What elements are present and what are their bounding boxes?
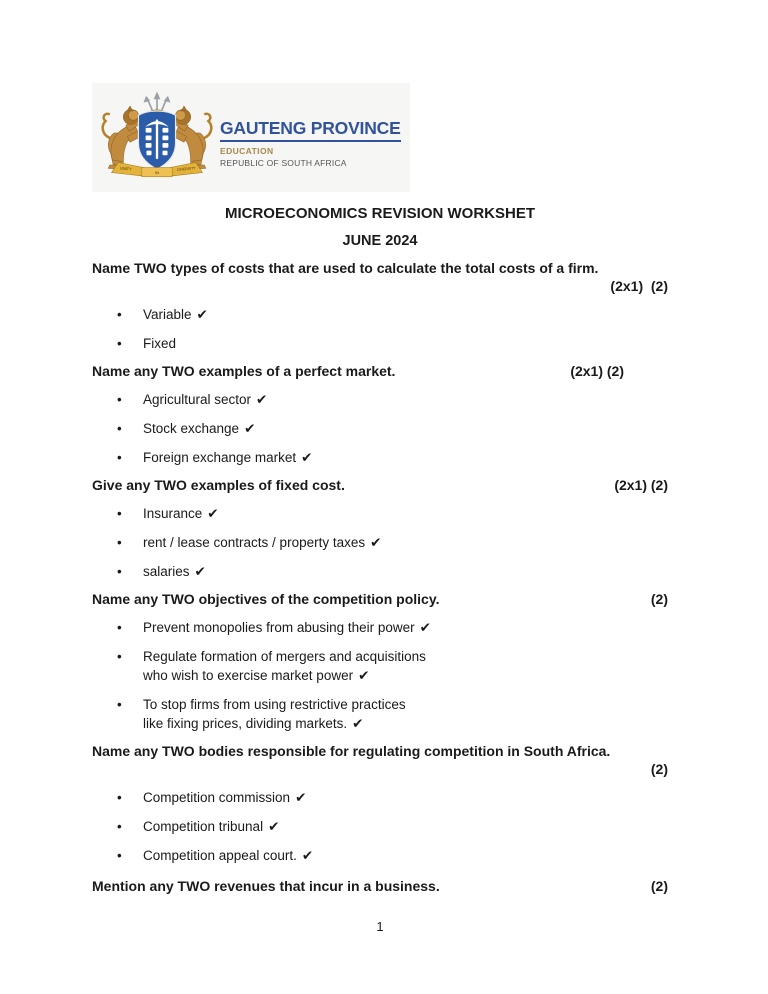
bullet-icon: • bbox=[117, 506, 122, 521]
answer-text: Foreign exchange market bbox=[143, 450, 297, 465]
checkmark-icon: ✔ bbox=[419, 620, 431, 635]
answer-item bbox=[117, 788, 668, 807]
answer-body bbox=[143, 419, 255, 438]
question-heading bbox=[92, 590, 668, 608]
answer-body bbox=[143, 305, 208, 324]
answer-body bbox=[143, 817, 279, 836]
answer-item bbox=[117, 419, 668, 438]
checkmark-icon: ✔ bbox=[295, 790, 307, 805]
bullet-icon: • bbox=[117, 535, 122, 550]
question-heading bbox=[92, 362, 668, 380]
answer-item bbox=[117, 695, 668, 733]
question-text: Name any TWO bodies responsible for regulating competition in South Africa. bbox=[92, 743, 611, 759]
bullet-icon: • bbox=[117, 819, 122, 834]
answer-text: Insurance bbox=[143, 506, 203, 521]
bullet-icon: • bbox=[117, 649, 122, 664]
shield-icon bbox=[138, 111, 175, 169]
answer-text: To stop firms from using restrictive practices bbox=[143, 697, 406, 712]
answer-text: Competition commission bbox=[143, 790, 291, 805]
question-marks: (2) bbox=[650, 878, 668, 894]
question-text: Mention any TWO revenues that incur in a business. bbox=[92, 878, 440, 894]
answer-body bbox=[143, 390, 267, 409]
checkmark-icon: ✔ bbox=[194, 564, 206, 579]
questions-section bbox=[92, 259, 668, 895]
answer-list bbox=[92, 618, 668, 733]
answer-text: Competition appeal court. bbox=[143, 848, 297, 863]
question bbox=[92, 259, 668, 353]
answer-body bbox=[143, 788, 306, 807]
bullet-icon: • bbox=[117, 790, 122, 805]
question bbox=[92, 590, 668, 733]
bullet-icon: • bbox=[117, 848, 122, 863]
checkmark-icon: ✔ bbox=[268, 819, 280, 834]
answer-item bbox=[117, 618, 668, 637]
question-heading bbox=[92, 259, 668, 277]
answer-list bbox=[92, 305, 668, 353]
answer-body bbox=[143, 647, 426, 685]
bullet-icon: • bbox=[117, 564, 122, 579]
answer-body bbox=[143, 448, 312, 467]
answer-text: Prevent monopolies from abusing their power bbox=[143, 620, 415, 635]
question-marks: (2x1) (2) bbox=[570, 363, 624, 379]
bullet-icon: • bbox=[117, 697, 122, 712]
answer-list bbox=[92, 788, 668, 865]
logo-dept-name: EDUCATION bbox=[220, 145, 274, 156]
question-marks: (2) bbox=[650, 591, 668, 607]
answer-item bbox=[117, 390, 668, 409]
bullet-icon: • bbox=[117, 336, 122, 351]
answer-text: Stock exchange bbox=[143, 421, 240, 436]
bullet-icon: • bbox=[117, 392, 122, 407]
logo-text-block bbox=[220, 108, 401, 168]
question-text: Name any TWO objectives of the competition policy. bbox=[92, 591, 440, 607]
answer-text-line2: like fixing prices, dividing markets. bbox=[143, 716, 348, 731]
answer-text-line2: who wish to exercise market power bbox=[143, 668, 354, 683]
checkmark-icon: ✔ bbox=[301, 450, 313, 465]
answer-body bbox=[143, 846, 313, 865]
answer-body bbox=[143, 695, 406, 733]
question-text: Name TWO types of costs that are used to calculate the total costs of a firm. bbox=[92, 260, 599, 276]
answer-text: Regulate formation of mergers and acquisitions bbox=[143, 649, 426, 664]
lion-right-icon bbox=[173, 105, 211, 168]
answer-item bbox=[117, 334, 668, 353]
answer-body bbox=[143, 504, 219, 523]
bullet-icon: • bbox=[117, 620, 122, 635]
checkmark-icon: ✔ bbox=[244, 421, 256, 436]
answer-body bbox=[143, 533, 381, 552]
gauteng-logo bbox=[92, 83, 410, 192]
motto-in: IN bbox=[154, 169, 160, 175]
answer-item bbox=[117, 817, 668, 836]
motto-unity: UNITY bbox=[119, 165, 132, 172]
question-marks: (2) bbox=[650, 761, 668, 777]
answer-text: Fixed bbox=[143, 336, 177, 351]
question-marks: (2x1) (2) bbox=[610, 278, 668, 294]
bullet-icon: • bbox=[117, 421, 122, 436]
question bbox=[92, 877, 668, 895]
answer-text: rent / lease contracts / property taxes bbox=[143, 535, 366, 550]
lion-left-icon bbox=[103, 105, 141, 168]
checkmark-icon: ✔ bbox=[256, 392, 268, 407]
answer-text: Agricultural sector bbox=[143, 392, 252, 407]
checkmark-icon: ✔ bbox=[196, 307, 208, 322]
answer-body bbox=[143, 618, 431, 637]
answer-text: Competition tribunal bbox=[143, 819, 264, 834]
page-number: 1 bbox=[376, 919, 384, 934]
answer-item bbox=[117, 846, 668, 865]
checkmark-icon: ✔ bbox=[352, 716, 364, 731]
logo-country-name: REPUBLIC OF SOUTH AFRICA bbox=[220, 157, 347, 168]
motto-diversity: DIVERSITY bbox=[176, 165, 196, 172]
answer-body bbox=[143, 334, 176, 353]
answer-list bbox=[92, 390, 668, 467]
question bbox=[92, 476, 668, 581]
answer-item bbox=[117, 305, 668, 324]
checkmark-icon: ✔ bbox=[370, 535, 382, 550]
answer-item bbox=[117, 533, 668, 552]
answer-item bbox=[117, 448, 668, 467]
logo-org-name: GAUTENG PROVINCE bbox=[220, 118, 401, 142]
answer-list bbox=[92, 504, 668, 581]
question-marks: (2x1) (2) bbox=[614, 477, 668, 493]
checkmark-icon: ✔ bbox=[207, 506, 219, 521]
bullet-icon: • bbox=[117, 450, 122, 465]
question-heading bbox=[92, 742, 668, 760]
question-text: Name any TWO examples of a perfect market. bbox=[92, 363, 396, 379]
question-heading bbox=[92, 476, 668, 494]
question-text: Give any TWO examples of fixed cost. bbox=[92, 477, 345, 493]
coat-of-arms-icon bbox=[98, 86, 216, 190]
answer-item bbox=[117, 562, 668, 581]
question bbox=[92, 362, 668, 467]
bullet-icon: • bbox=[117, 307, 122, 322]
answer-item bbox=[117, 647, 668, 685]
checkmark-icon: ✔ bbox=[301, 848, 314, 863]
answer-text: Variable bbox=[143, 307, 192, 322]
answer-item bbox=[117, 504, 668, 523]
checkmark-icon: ✔ bbox=[358, 668, 370, 683]
question bbox=[92, 742, 668, 865]
answer-text: salaries bbox=[143, 564, 190, 579]
document-title: MICROECONOMICS REVISION WORKSHET bbox=[224, 205, 535, 222]
answer-body bbox=[143, 562, 206, 581]
document-subtitle: JUNE 2024 bbox=[342, 233, 418, 249]
question-heading bbox=[92, 877, 668, 895]
